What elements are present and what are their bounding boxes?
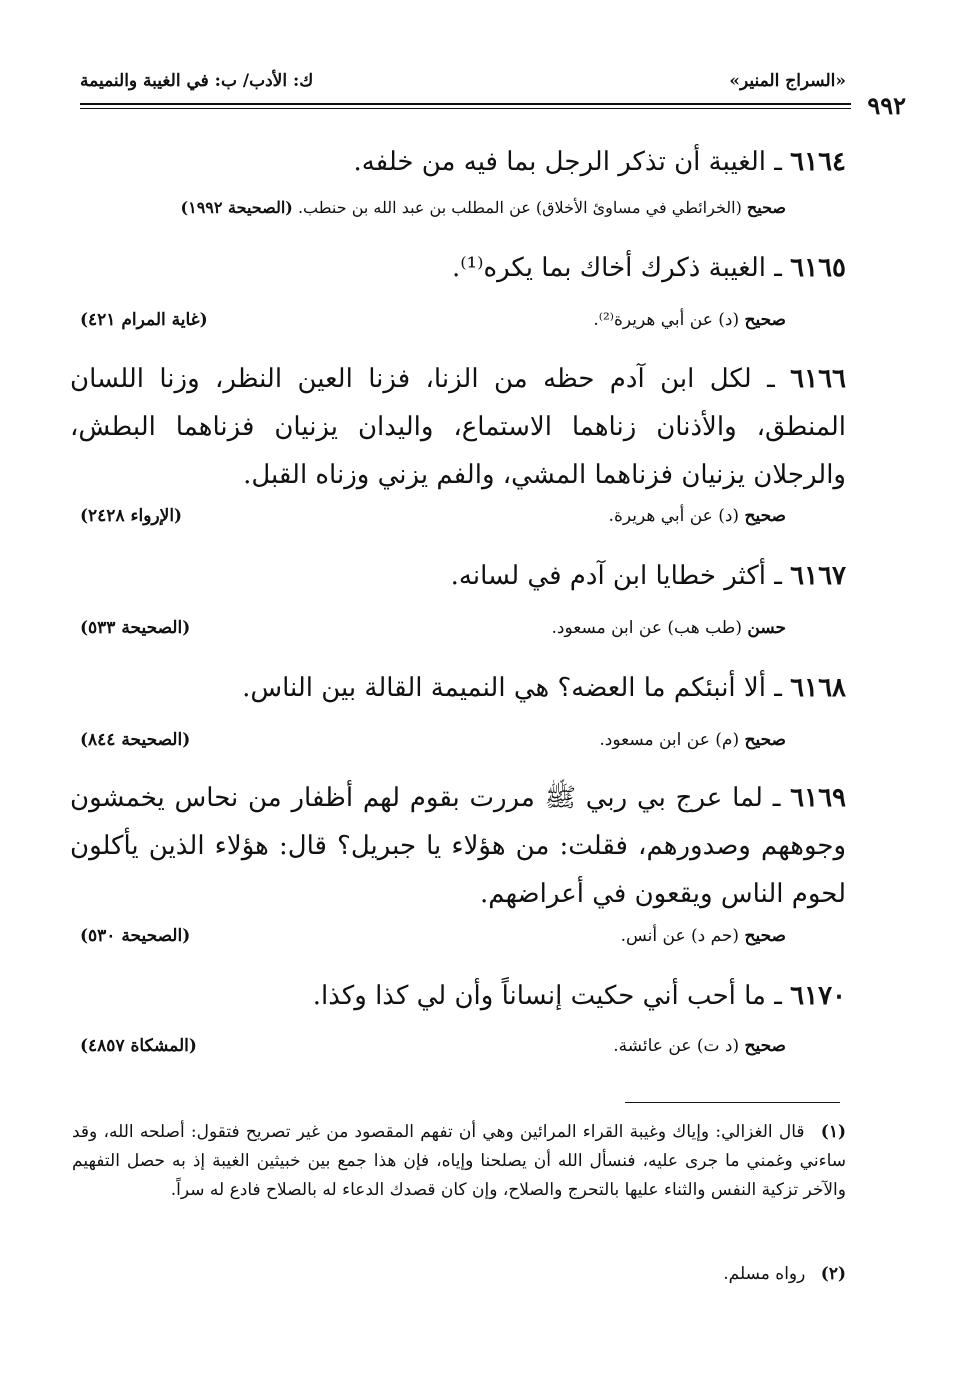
hadith-source-line (80, 730, 786, 756)
hadith-source: (د ت) عن عائشة. (613, 1036, 740, 1056)
hadith-source-line (80, 198, 786, 217)
header-rule (80, 103, 851, 105)
hadith-grade: حسن (747, 618, 786, 638)
hadith-number: ٦١٧٠ (790, 981, 846, 1011)
hadith-source: (طب هب) عن ابن مسعود. (551, 618, 742, 638)
hadith-reference: (الصحيحة ١٩٩٢) (180, 198, 293, 217)
hadith-source-line (80, 618, 786, 644)
page-number: ٩٩٢ (867, 91, 906, 120)
hadith-source-line (80, 926, 786, 952)
footnote-1 (72, 1118, 846, 1205)
footnote-marker: (١) (820, 1122, 846, 1142)
hadith-source: (الخرائطي في مساوئ الأخلاق) عن المطلب بن عبد الله بن حنطب. (297, 198, 742, 217)
hadith-reference: (الصحيحة ٥٣٣) (80, 618, 191, 638)
hadith-grade: صحيح (744, 506, 786, 526)
hadith-reference: (الصحيحة ٥٣٠) (80, 926, 191, 946)
hadith-text: ما أحب أني حكيت إنساناً وأن لي كذا وكذا. (312, 981, 766, 1011)
header-rule-thin (80, 108, 851, 109)
hadith-grade: صحيح (744, 310, 786, 330)
hadith-reference: (المشكاة ٤٨٥٧) (80, 1036, 197, 1056)
hadith-6167: ٦١٦٧ ـ أكثر خطايا ابن آدم في لسانه. (450, 561, 846, 591)
hadith-number: ٦١٦٧ (790, 561, 846, 591)
hadith-grade: صحيح (744, 926, 786, 946)
hadith-source: (د) عن أبي هريرة⁽²⁾. (593, 310, 740, 330)
footnote-text: قال الغزالي: وإياك وغيبة القراء المرائين وهي أن تفهم المقصود من غير تصريح فتقول: أصلحه الله، وقد ساءني وغمني ما جرى عليه، فنسأل الله أن يصلحنا وإياه، فإن هذا جمع بين خبيثين الغيبة إذ به حصل التفهيم والآخر تزكية النفس والثناء عليها بالتحرج والصلاح، وإن كان قصدك الدعاء له بالصلاح فادع له سراً. (72, 1122, 846, 1200)
hadith-grade: صحيح (744, 1036, 786, 1056)
hadith-source-line (80, 506, 786, 532)
hadith-6166: ٦١٦٦ ـ لكل ابن آدم حظه من الزنا، فزنا العين النظر، وزنا اللسان المنطق، والأذنان زناهما الاستماع، واليدان يزنيان فزناهما البطش، والرجلان يزنيان فزناهما المشي، والفم يزني وزناه القبل. (70, 364, 846, 490)
hadith-6165: ٦١٦٥ ـ الغيبة ذكرك أخاك بما يكره⁽¹⁾. (451, 253, 846, 283)
hadith-number: ٦١٦٨ (790, 673, 846, 703)
hadith-source-line (80, 310, 786, 336)
hadith-source: (حم د) عن أنس. (620, 926, 740, 946)
hadith-6169: ٦١٦٩ ـ لما عرج بي ربي ﷺ مررت بقوم لهم أظفار من نحاس يخمشون وجوههم وصدورهم، فقلت: من هؤلاء يا جبريل؟ قال: هؤلاء الذين يأكلون لحوم الناس ويقعون في أعراضهم. (70, 783, 846, 909)
running-header-title: «السراج المنير» (729, 71, 846, 91)
hadith-number: ٦١٦٩ (790, 783, 846, 813)
hadith-text: الغيبة أن تذكر الرجل بما فيه من خلفه. (353, 147, 766, 177)
hadith-reference: (الإرواء ٢٤٢٨) (80, 506, 183, 526)
hadith-number: ٦١٦٦ (790, 364, 846, 394)
footnote-text: رواه مسلم. (723, 1264, 806, 1284)
hadith-6168: ٦١٦٨ ـ ألا أنبئكم ما العضه؟ هي النميمة القالة بين الناس. (242, 673, 846, 703)
hadith-number: ٦١٦٤ (790, 147, 846, 177)
hadith-text: لما عرج بي ربي ﷺ مررت بقوم لهم أظفار من نحاس يخمشون وجوههم وصدورهم، فقلت: من هؤلاء يا جبريل؟ قال: هؤلاء الذين يأكلون لحوم الناس ويقعون في أعراضهم. (70, 783, 846, 909)
hadith-source: (د) عن أبي هريرة. (608, 506, 740, 526)
hadith-text: أكثر خطايا ابن آدم في لسانه. (450, 561, 766, 591)
hadith-text: ألا أنبئكم ما العضه؟ هي النميمة القالة بين الناس. (242, 673, 766, 703)
hadith-grade: صحيح (746, 198, 786, 217)
running-header-section: ك: الأدب/ ب: في الغيبة والنميمة (80, 71, 314, 91)
hadith-number: ٦١٦٥ (790, 253, 846, 283)
footnote-2 (72, 1260, 846, 1289)
hadith-6170: ٦١٧٠ ـ ما أحب أني حكيت إنساناً وأن لي كذا وكذا. (312, 981, 846, 1011)
hadith-reference: (غاية المرام ٤٢١) (80, 310, 208, 330)
hadith-text: لكل ابن آدم حظه من الزنا، فزنا العين النظر، وزنا اللسان المنطق، والأذنان زناهما الاستماع، واليدان يزنيان فزناهما البطش، والرجلان يزنيان فزناهما المشي، والفم يزني وزناه القبل. (70, 364, 846, 490)
footnote-rule (625, 1102, 840, 1103)
footnote-marker: (٢) (820, 1264, 846, 1284)
hadith-6164: ٦١٦٤ ـ الغيبة أن تذكر الرجل بما فيه من خلفه. (353, 147, 846, 177)
hadith-grade: صحيح (744, 730, 786, 750)
hadith-source-line (80, 1036, 786, 1062)
hadith-text: الغيبة ذكرك أخاك بما يكره⁽¹⁾. (451, 253, 766, 283)
hadith-reference: (الصحيحة ٨٤٤) (80, 730, 191, 750)
hadith-source: (م) عن ابن مسعود. (599, 730, 740, 750)
